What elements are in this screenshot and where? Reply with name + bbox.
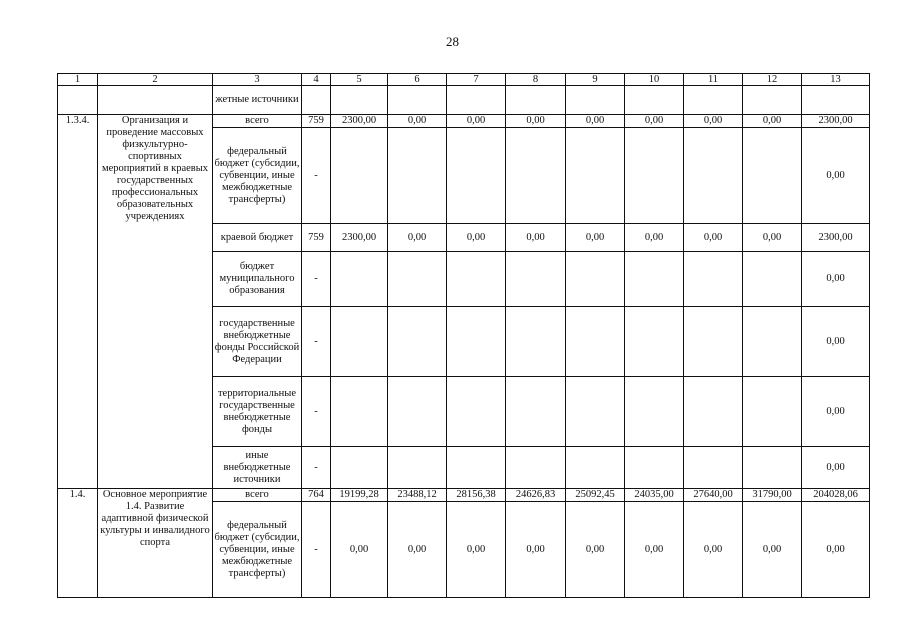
header-cell: 9 bbox=[566, 74, 625, 86]
value-cell: 0,00 bbox=[331, 502, 388, 598]
value-cell: 0,00 bbox=[447, 502, 506, 598]
source-cell: всего bbox=[213, 489, 302, 502]
page-number: 28 bbox=[446, 34, 459, 49]
grbs-cell: - bbox=[302, 447, 331, 489]
header-cell: 10 bbox=[625, 74, 684, 86]
table-row bbox=[58, 115, 870, 128]
total-cell: 0,00 bbox=[802, 377, 870, 447]
header-cell: 5 bbox=[331, 74, 388, 86]
header-cell: 1 bbox=[58, 74, 98, 86]
total-cell: 2300,00 bbox=[802, 224, 870, 252]
header-cell: 13 bbox=[802, 74, 870, 86]
value-cell: 0,00 bbox=[566, 224, 625, 252]
row-code: 1.4. bbox=[58, 489, 98, 598]
source-cell: федеральный бюджет (субсидии, субвенции, иные межбюджетные трансферты) bbox=[213, 502, 302, 598]
total-cell: 0,00 bbox=[802, 252, 870, 307]
value-cell: 0,00 bbox=[743, 115, 802, 128]
budget-table bbox=[57, 73, 870, 598]
value-cell: 0,00 bbox=[506, 502, 566, 598]
value-cell: 0,00 bbox=[684, 115, 743, 128]
header-cell: 2 bbox=[98, 74, 213, 86]
value-cell: 19199,28 bbox=[331, 489, 388, 502]
grbs-cell: - bbox=[302, 128, 331, 224]
activity-name: Основное мероприятие 1.4. Развитие адаптивной физической культуры и инвалидного спорта bbox=[98, 489, 213, 598]
source-cell: всего bbox=[213, 115, 302, 128]
value-cell: 0,00 bbox=[388, 224, 447, 252]
value-cell: 0,00 bbox=[743, 224, 802, 252]
total-cell: 0,00 bbox=[802, 502, 870, 598]
header-cell: 6 bbox=[388, 74, 447, 86]
value-cell: 0,00 bbox=[447, 115, 506, 128]
activity-name: Организация и проведение массовых физкультурно-спортивных мероприятий в краевых государственных профессиональных образовательных учреждениях bbox=[98, 115, 213, 489]
table-row bbox=[58, 489, 870, 502]
total-cell: 0,00 bbox=[802, 447, 870, 489]
value-cell: 24035,00 bbox=[625, 489, 684, 502]
value-cell: 2300,00 bbox=[331, 224, 388, 252]
header-cell: 4 bbox=[302, 74, 331, 86]
value-cell: 27640,00 bbox=[684, 489, 743, 502]
value-cell: 0,00 bbox=[743, 502, 802, 598]
value-cell: 0,00 bbox=[506, 115, 566, 128]
value-cell: 0,00 bbox=[388, 115, 447, 128]
column-number-row bbox=[58, 74, 870, 86]
value-cell: 25092,45 bbox=[566, 489, 625, 502]
source-cell: территориальные государственные внебюджетные фонды bbox=[213, 377, 302, 447]
source-cell: иные внебюджетные источники bbox=[213, 447, 302, 489]
header-cell: 7 bbox=[447, 74, 506, 86]
value-cell: 23488,12 bbox=[388, 489, 447, 502]
grbs-cell: 764 bbox=[302, 489, 331, 502]
total-cell: 204028,06 bbox=[802, 489, 870, 502]
value-cell: 0,00 bbox=[684, 224, 743, 252]
value-cell: 0,00 bbox=[625, 502, 684, 598]
total-cell: 0,00 bbox=[802, 307, 870, 377]
header-cell: 3 bbox=[213, 74, 302, 86]
value-cell: 31790,00 bbox=[743, 489, 802, 502]
value-cell: 28156,38 bbox=[447, 489, 506, 502]
source-cell: федеральный бюджет (субсидии, субвенции, иные межбюджетные трансферты) bbox=[213, 128, 302, 224]
carry-over-row bbox=[58, 86, 870, 115]
header-cell: 8 bbox=[506, 74, 566, 86]
source-cell: бюджет муниципального образования bbox=[213, 252, 302, 307]
grbs-cell: - bbox=[302, 502, 331, 598]
grbs-cell: 759 bbox=[302, 115, 331, 128]
header-cell: 12 bbox=[743, 74, 802, 86]
value-cell: 0,00 bbox=[447, 224, 506, 252]
value-cell: 0,00 bbox=[684, 502, 743, 598]
value-cell: 0,00 bbox=[506, 224, 566, 252]
grbs-cell: - bbox=[302, 307, 331, 377]
source-cell: государственные внебюджетные фонды Российской Федерации bbox=[213, 307, 302, 377]
row-code: 1.3.4. bbox=[58, 115, 98, 489]
value-cell: 2300,00 bbox=[331, 115, 388, 128]
value-cell: 0,00 bbox=[566, 115, 625, 128]
value-cell: 0,00 bbox=[625, 224, 684, 252]
grbs-cell: - bbox=[302, 252, 331, 307]
grbs-cell: 759 bbox=[302, 224, 331, 252]
total-cell: 2300,00 bbox=[802, 115, 870, 128]
value-cell: 0,00 bbox=[625, 115, 684, 128]
total-cell: 0,00 bbox=[802, 128, 870, 224]
source-cell: жетные источники bbox=[213, 86, 302, 115]
header-cell: 11 bbox=[684, 74, 743, 86]
source-cell: краевой бюджет bbox=[213, 224, 302, 252]
value-cell: 24626,83 bbox=[506, 489, 566, 502]
grbs-cell: - bbox=[302, 377, 331, 447]
value-cell: 0,00 bbox=[566, 502, 625, 598]
value-cell: 0,00 bbox=[388, 502, 447, 598]
